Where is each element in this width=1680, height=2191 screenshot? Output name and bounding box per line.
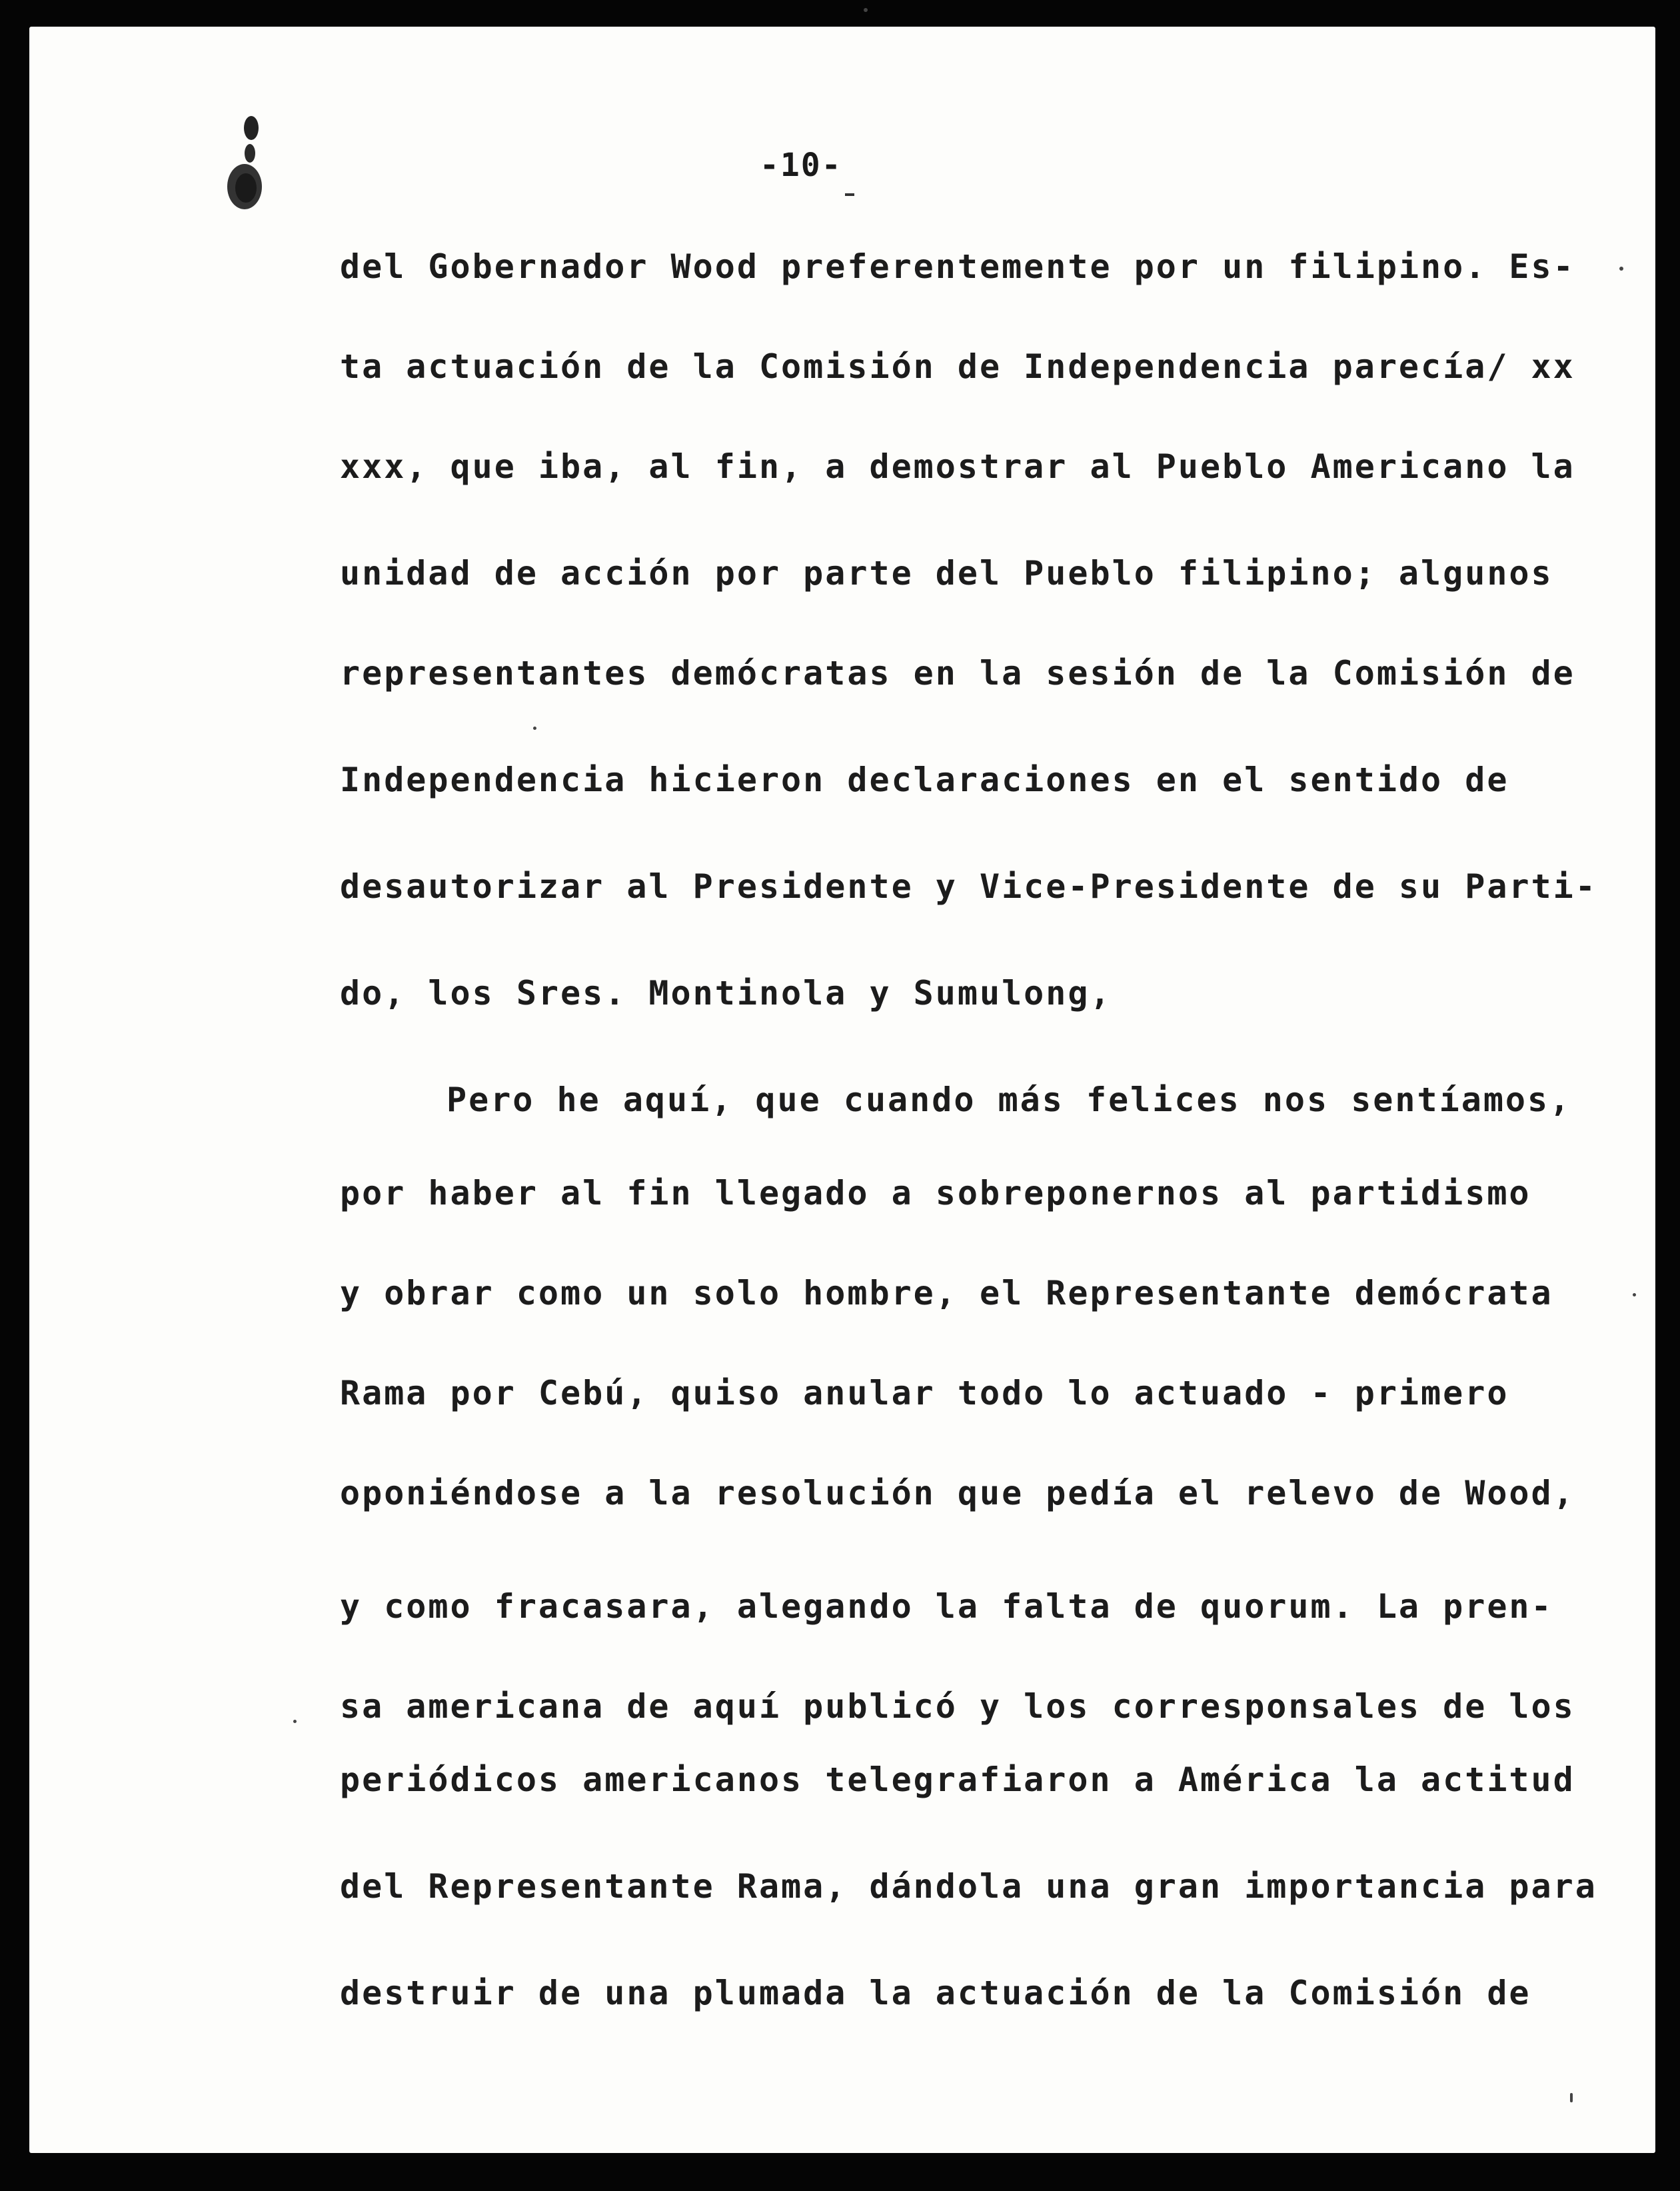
text-line: y como fracasara, alegando la falta de quorum. La pren- <box>340 1587 1553 1626</box>
page-number-underline <box>845 193 854 196</box>
text-line: Independencia hicieron declaraciones en el sentido de <box>340 761 1509 799</box>
scan-speck <box>533 727 536 730</box>
scan-speck <box>293 1720 297 1723</box>
text-line: y obrar como un solo hombre, el Representante demócrata <box>340 1274 1553 1312</box>
scan-speck <box>1633 1293 1636 1296</box>
text-line: Rama por Cebú, quiso anular todo lo actuado - primero <box>340 1374 1509 1412</box>
ink-blot-icon <box>219 113 273 227</box>
text-line: destruir de una plumada la actuación de la Comisión de <box>340 1974 1531 2012</box>
text-line: desautorizar al Presidente y Vice-Presidente de su Parti- <box>340 867 1597 906</box>
text-line: do, los Sres. Montinola y Sumulong, <box>340 974 1112 1013</box>
text-line: xxx, que iba, al fin, a demostrar al Pueblo Americano la <box>340 447 1575 486</box>
text-line: ta actuación de la Comisión de Independencia parecía/ xx <box>340 347 1575 386</box>
text-line: representantes demócratas en la sesión de la Comisión de <box>340 654 1575 693</box>
text-line: del Gobernador Wood preferentemente por un filipino. Es- <box>340 247 1575 286</box>
text-line: sa americana de aquí publicó y los corresponsales de los <box>340 1687 1575 1726</box>
text-line: periódicos americanos telegrafiaron a América la actitud <box>340 1760 1575 1799</box>
text-line: unidad de acción por parte del Pueblo filipino; algunos <box>340 554 1553 593</box>
scan-speck <box>1619 267 1623 271</box>
scan-speck <box>1570 2093 1573 2102</box>
text-line: del Representante Rama, dándola una gran importancia para <box>340 1867 1597 1906</box>
text-line: por haber al fin llegado a sobreponernos al partidismo <box>340 1174 1531 1212</box>
scan-speck <box>864 8 868 12</box>
page-number: -10- <box>760 147 842 184</box>
text-line: Pero he aquí, que cuando más felices nos sentíamos, <box>446 1081 1572 1119</box>
text-line: oponiéndose a la resolución que pedía el relevo de Wood, <box>340 1474 1575 1512</box>
